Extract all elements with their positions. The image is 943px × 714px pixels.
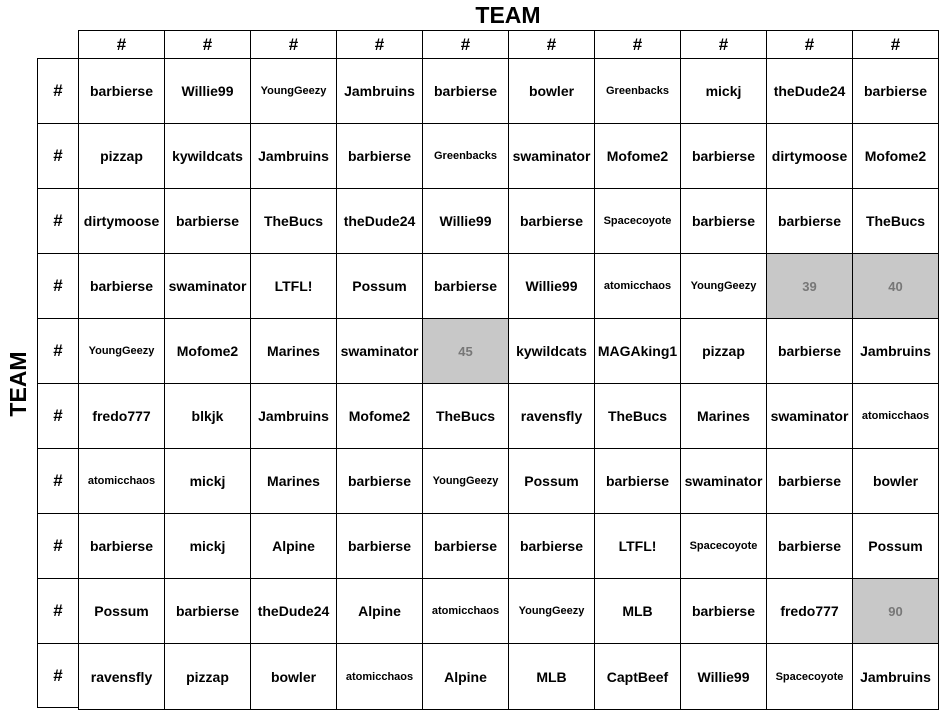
claimed-square: barbierse [423, 514, 509, 579]
claimed-square: atomicchaos [79, 449, 165, 514]
claimed-square: Jambruins [251, 124, 337, 189]
claimed-square: swaminator [767, 384, 853, 449]
claimed-square: pizzap [79, 124, 165, 189]
claimed-square: YoungGeezy [79, 319, 165, 384]
claimed-square: barbierse [165, 579, 251, 644]
column-number-placeholder: # [79, 31, 165, 59]
claimed-square: bowler [853, 449, 939, 514]
claimed-square: TheBucs [595, 384, 681, 449]
claimed-square: Marines [251, 449, 337, 514]
claimed-square: Mofome2 [337, 384, 423, 449]
claimed-square: Willie99 [423, 189, 509, 254]
claimed-square: theDude24 [767, 59, 853, 124]
claimed-square: swaminator [337, 319, 423, 384]
claimed-square: atomicchaos [337, 644, 423, 709]
claimed-square: Willie99 [509, 254, 595, 319]
claimed-square: LTFL! [595, 514, 681, 579]
claimed-square: LTFL! [251, 254, 337, 319]
claimed-square: ravensfly [79, 644, 165, 709]
claimed-square: barbierse [79, 514, 165, 579]
claimed-square: Spacecoyote [681, 514, 767, 579]
claimed-square: barbierse [595, 449, 681, 514]
row-header-column [37, 58, 78, 708]
row-number-placeholder: # [38, 448, 78, 513]
claimed-square: barbierse [681, 579, 767, 644]
column-number-placeholder: # [337, 31, 423, 59]
claimed-square: pizzap [681, 319, 767, 384]
claimed-square: Possum [79, 579, 165, 644]
claimed-square: barbierse [337, 124, 423, 189]
claimed-square: barbierse [79, 59, 165, 124]
claimed-square: Marines [251, 319, 337, 384]
claimed-square: kywildcats [509, 319, 595, 384]
claimed-square: CaptBeef [595, 644, 681, 709]
claimed-square: Spacecoyote [767, 644, 853, 709]
claimed-square: barbierse [165, 189, 251, 254]
claimed-square: TheBucs [853, 189, 939, 254]
column-number-placeholder: # [681, 31, 767, 59]
claimed-square: barbierse [509, 514, 595, 579]
claimed-square: dirtymoose [767, 124, 853, 189]
claimed-square: YoungGeezy [423, 449, 509, 514]
claimed-square: Willie99 [681, 644, 767, 709]
claimed-square: TheBucs [423, 384, 509, 449]
claimed-square: barbierse [853, 59, 939, 124]
claimed-square: theDude24 [337, 189, 423, 254]
claimed-square: mickj [165, 449, 251, 514]
claimed-square: ravensfly [509, 384, 595, 449]
claimed-square: MAGAking1 [595, 319, 681, 384]
claimed-square: kywildcats [165, 124, 251, 189]
claimed-square: barbierse [337, 514, 423, 579]
claimed-square: Alpine [423, 644, 509, 709]
claimed-square: pizzap [165, 644, 251, 709]
claimed-square: atomicchaos [423, 579, 509, 644]
claimed-square: mickj [681, 59, 767, 124]
row-number-placeholder: # [38, 383, 78, 448]
claimed-square: barbierse [423, 254, 509, 319]
column-number-placeholder: # [165, 31, 251, 59]
row-number-placeholder: # [38, 513, 78, 578]
column-number-placeholder: # [423, 31, 509, 59]
column-number-placeholder: # [853, 31, 939, 59]
claimed-square: atomicchaos [853, 384, 939, 449]
claimed-square: MLB [509, 644, 595, 709]
claimed-square: theDude24 [251, 579, 337, 644]
claimed-square: fredo777 [767, 579, 853, 644]
claimed-square: Marines [681, 384, 767, 449]
claimed-square: TheBucs [251, 189, 337, 254]
claimed-square: barbierse [337, 449, 423, 514]
claimed-square: barbierse [767, 449, 853, 514]
claimed-square: Greenbacks [595, 59, 681, 124]
claimed-square: Jambruins [337, 59, 423, 124]
claimed-square: YoungGeezy [251, 59, 337, 124]
claimed-square: Alpine [251, 514, 337, 579]
claimed-square: barbierse [79, 254, 165, 319]
claimed-square: barbierse [509, 189, 595, 254]
row-number-placeholder: # [38, 253, 78, 318]
claimed-square: bowler [509, 59, 595, 124]
claimed-square: barbierse [767, 189, 853, 254]
column-number-placeholder: # [509, 31, 595, 59]
open-square[interactable]: 39 [767, 254, 853, 319]
claimed-square: barbierse [423, 59, 509, 124]
claimed-square: swaminator [509, 124, 595, 189]
claimed-square: Jambruins [853, 319, 939, 384]
claimed-square: atomicchaos [595, 254, 681, 319]
squares-grid [78, 58, 939, 710]
claimed-square: Possum [337, 254, 423, 319]
claimed-square: Alpine [337, 579, 423, 644]
claimed-square: swaminator [165, 254, 251, 319]
open-square[interactable]: 90 [853, 579, 939, 644]
claimed-square: Spacecoyote [595, 189, 681, 254]
claimed-square: mickj [165, 514, 251, 579]
top-team-title: TEAM [475, 2, 541, 28]
claimed-square: barbierse [767, 514, 853, 579]
claimed-square: Mofome2 [853, 124, 939, 189]
claimed-square: Mofome2 [165, 319, 251, 384]
claimed-square: YoungGeezy [681, 254, 767, 319]
row-number-placeholder: # [38, 58, 78, 123]
claimed-square: bowler [251, 644, 337, 709]
column-number-placeholder: # [595, 31, 681, 59]
open-square[interactable]: 40 [853, 254, 939, 319]
claimed-square: Jambruins [251, 384, 337, 449]
column-header-row [78, 30, 939, 59]
row-number-placeholder: # [38, 578, 78, 643]
claimed-square: barbierse [767, 319, 853, 384]
side-team-title: TEAM [5, 351, 31, 417]
claimed-square: Possum [509, 449, 595, 514]
claimed-square: Possum [853, 514, 939, 579]
claimed-square: dirtymoose [79, 189, 165, 254]
row-number-placeholder: # [38, 188, 78, 253]
open-square[interactable]: 45 [423, 319, 509, 384]
claimed-square: swaminator [681, 449, 767, 514]
row-number-placeholder: # [38, 318, 78, 383]
claimed-square: Willie99 [165, 59, 251, 124]
column-number-placeholder: # [767, 31, 853, 59]
row-number-placeholder: # [38, 643, 78, 708]
claimed-square: barbierse [681, 124, 767, 189]
row-number-placeholder: # [38, 123, 78, 188]
claimed-square: Greenbacks [423, 124, 509, 189]
claimed-square: fredo777 [79, 384, 165, 449]
claimed-square: MLB [595, 579, 681, 644]
column-number-placeholder: # [251, 31, 337, 59]
claimed-square: YoungGeezy [509, 579, 595, 644]
claimed-square: Jambruins [853, 644, 939, 709]
claimed-square: barbierse [681, 189, 767, 254]
claimed-square: Mofome2 [595, 124, 681, 189]
claimed-square: blkjk [165, 384, 251, 449]
